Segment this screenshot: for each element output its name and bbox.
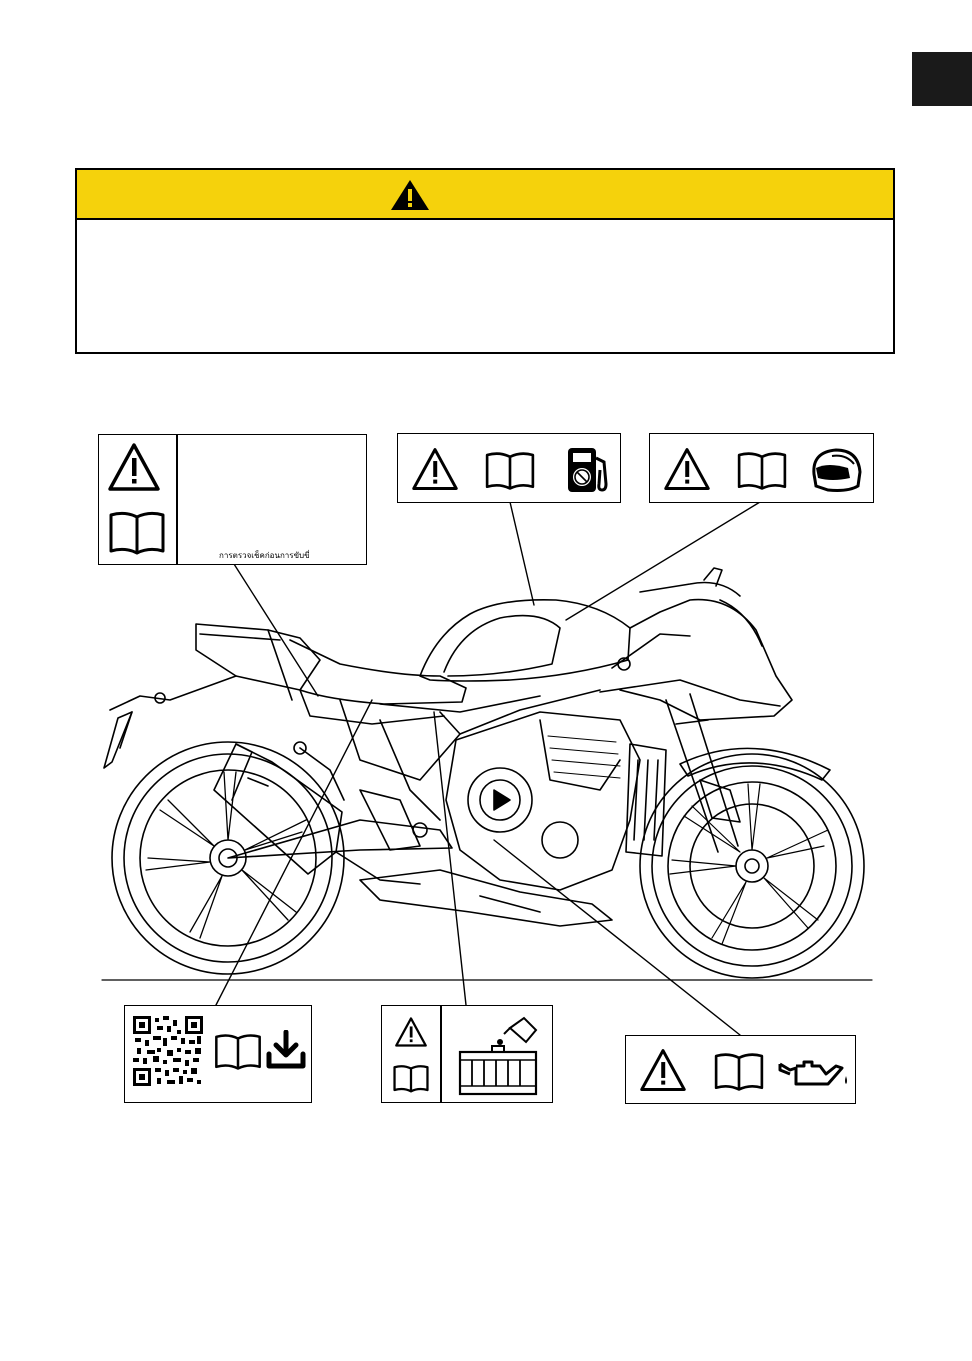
download-icon [265, 1030, 307, 1070]
label-engine-oil [625, 1035, 856, 1104]
owners-manual-book-icon [392, 1062, 430, 1094]
warning-triangle-icon [410, 446, 460, 492]
coolant-radiator-icon [454, 1012, 546, 1098]
label-helmet [649, 433, 874, 503]
helmet-icon [808, 444, 864, 496]
label-qr-manual-download [124, 1005, 312, 1103]
owners-manual-book-icon [712, 1049, 766, 1093]
warning-triangle-icon [107, 441, 161, 493]
unleaded-fuel-pump-icon [564, 444, 614, 496]
oil-can-icon [776, 1052, 852, 1092]
owners-manual-book-icon [734, 448, 790, 492]
warning-triangle-icon [662, 446, 712, 492]
owners-manual-book-icon [482, 448, 538, 492]
label-fuel [397, 433, 621, 503]
label-divider [176, 435, 178, 564]
owners-manual-book-icon [213, 1030, 263, 1072]
qr-code-icon [131, 1014, 205, 1088]
warning-triangle-icon [638, 1047, 688, 1093]
label-divider [440, 1006, 442, 1102]
label-pre-ride-check [98, 434, 367, 565]
owners-manual-book-icon [107, 507, 167, 557]
front-wheel [640, 748, 864, 978]
label-coolant [381, 1005, 553, 1103]
pre-ride-check-text: การตรวจเช็คก่อนการขับขี่ [219, 551, 310, 560]
warning-triangle-icon [394, 1016, 428, 1048]
